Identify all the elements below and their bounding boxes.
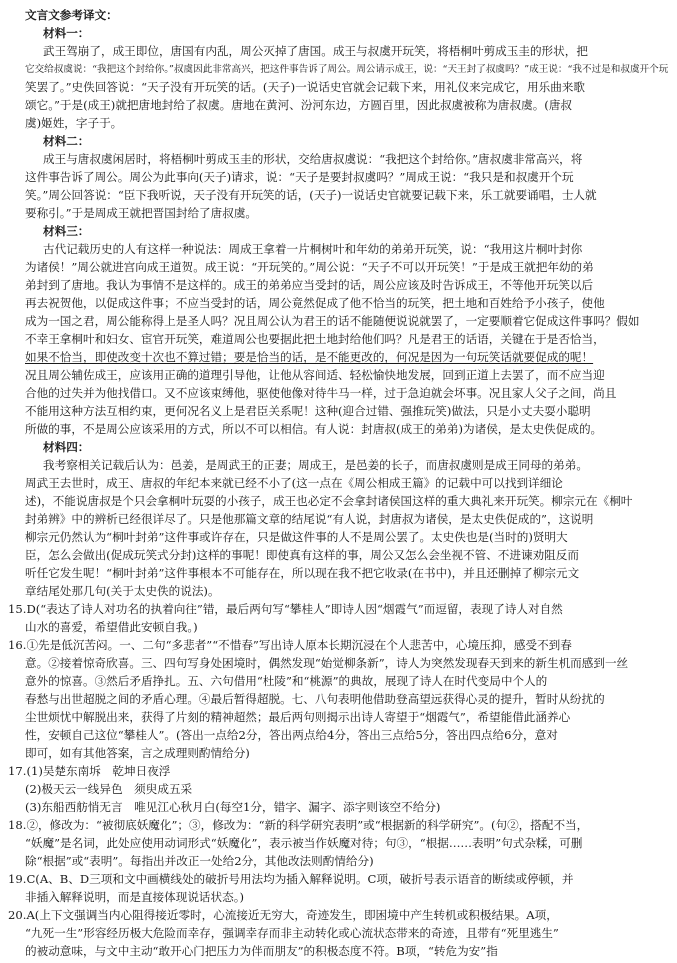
text-line: 笑罢了。”史佚回答说：“天子没有开玩笑的话。(天子)一说话史官就会记载下来，用礼仪来完成它，用乐曲来歌 bbox=[25, 80, 586, 94]
section-heading: 材料二： bbox=[43, 134, 90, 148]
text-line: 的被动意味，与文中主动“敢开心门把压力为伴而朋友”的积极态度不符。B项，“转危为安”指 bbox=[25, 944, 498, 958]
text-line: 非插入解释说明，而是直接体现说话状态。) bbox=[25, 890, 245, 904]
text-line: 封弟辨》中的辨析已经很详尽了。只是他那篇文章的结尾说“有人说，封唐叔为诸侯，是太史佚促成的”，这说明 bbox=[25, 512, 594, 526]
text-line: 成为一国之君，周公能称得上是圣人吗？况且周公认为君王的话不能随便说说就罢了，一定要顺着它促成这件事吗？假如 bbox=[25, 314, 640, 328]
text-line: 尘世烦忧中解脱出来，获得了片刻的精神超然；最后两句则揭示出诗人寄望于“烟霞气”，希望能借此涵养心 bbox=[25, 710, 571, 724]
text-line: 弟封到了唐地。我认为事情不是这样的。成王的弟弟应当受封的话，周公应该及时告诉成王，不等他开玩笑以后 bbox=[25, 278, 594, 292]
text-line: 要称引。”于是周成王就把晋国封给了唐叔虞。 bbox=[25, 206, 258, 220]
section-heading: 材料三： bbox=[43, 224, 90, 238]
text-line: (3)东船西舫悄无言 唯见江心秋月白(每空1分，错字、漏字、添字则该空不给分) bbox=[25, 800, 441, 814]
text-line: 况且周公辅佐成王，应该用正确的道理引导他，让他从容间适、轻松愉快地发展，回到正道上去罢了，而不应当迎 bbox=[25, 368, 605, 382]
text-line: “妖魔”是名词，此处应使用动词形式“妖魔化”，表示被当作妖魔对待；句③，“根据……表明”句式杂糅，可删 bbox=[25, 836, 583, 850]
text-line: 15.D(“表达了诗人对功名的执着向往”错，最后两句写“攀桂人”即诗人因“烟霞气”而逗留，表现了诗人对自然 bbox=[8, 602, 563, 616]
text-line: 述)，不能说唐叔是个只会拿桐叶玩耍的小孩子，成王也必定不会拿封诸侯国这样的重大典礼来开玩笑。柳宗元在《桐叶 bbox=[25, 494, 633, 508]
text-line: (2)极天云一线异色 须臾成五采 bbox=[25, 782, 193, 796]
text-line: 古代记载历史的人有这样一种说法：周成王拿着一片桐树叶和年幼的弟弟开玩笑，说：“我用这片桐叶封你 bbox=[43, 242, 583, 256]
text-line: 柳宗元仍然认为“桐叶封弟”这件事或许存在，只是做这件事的人不是周公罢了。太史佚也是(当时的)贤明大 bbox=[25, 530, 568, 544]
text-line: 性，安顿自己这位“攀桂人”。(答出一点给2分，答出两点给4分，答出三点给5分，答出四点给6分，意对 bbox=[25, 728, 558, 742]
text-line: 除“根据”或“表明”。每指出并改正一处给2分，其他改法则酌情给分) bbox=[25, 854, 374, 868]
text-line: 我考察相关记载后认为：邑姜，是周武王的正妻；周成王，是邑姜的长子，而唐叔虞则是成王同母的弟弟。 bbox=[43, 458, 588, 472]
text-line: 不幸王拿桐叶和妇女、宦官开玩笑，难道周公也要据此把土地封给他们吗？凡是君王的话语，关键在于是否恰当， bbox=[25, 332, 605, 346]
text-line: 意外的惊喜。③然后矛盾挣扎。五、六句借用“杜陵”和“桃源”的典故，展现了诗人在时代变局中个人的 bbox=[25, 674, 548, 688]
section-heading: 材料一： bbox=[43, 26, 90, 40]
section-heading: 材料四： bbox=[43, 440, 90, 454]
text-line: 18.②，修改为：“被彻底妖魔化”；③，修改为：“新的科学研究表明”或“根据新的科学研究”。(句②，搭配不当， bbox=[8, 818, 589, 832]
section-heading: 文言文参考译文： bbox=[25, 8, 118, 22]
text-line: 笑。”周公回答说：“臣下我听说，天子没有开玩笑的话，(天子)一说话史官就要记载下来，乐工就要诵唱，士人就 bbox=[25, 188, 597, 202]
text-line: 听任它发生呢！“桐叶封弟”这件事根本不可能存在，所以现在我不把它收录(在书中)，并且还删掉了柳宗元文 bbox=[25, 566, 580, 580]
text-line: 虞)姬姓，字子于。 bbox=[25, 116, 123, 130]
text-line: 周武王去世时，成王、唐叔的年纪本来就已经不小了(这一点在《周公相成王篇》的记载中可以找到详细论 bbox=[25, 476, 563, 490]
text-line: 不能用这种方法互相约束，更何况名义上是君臣关系呢！这种(迎合过错、强推玩笑)做法，只是小丈夫耍小聪明 bbox=[25, 404, 591, 418]
text-line: 20.A(上下文强调当内心阻得接近零时，心流接近无穷大，奇迹发生，即困境中产生转机或积极结果。A项， bbox=[8, 908, 558, 922]
text-line: 即可，如有其他答案，言之成理则酌情给分) bbox=[25, 746, 250, 760]
text-line: 合他的过失并为他找借口。又不应该束缚他，驱使他像对待牛马一样，过于急迫就会坏事。况且家人父子之间，尚且 bbox=[25, 386, 617, 400]
text-line: 这件事告诉了周公。周公为此事向(天子)请求，说：“天子是要封叔虞吗？”周成王说：“我只是和叔虞开个玩 bbox=[25, 170, 574, 184]
text-line: 如果不恰当，即使改变十次也不算过错；要是恰当的话，是不能更改的，何况是因为一句玩笑话就要促成的呢！ bbox=[25, 350, 594, 364]
text-line: “九死一生”形容经历极大危险而幸存，强调幸存而非主动转化或心流状态带来的奇迹，且带有“死里逃生” bbox=[25, 926, 559, 940]
text-line: 19.C(A、B、D三项和文中画横线处的破折号用法均为插入解释说明。C项，破折号表示语音的断续或停顿，并 bbox=[8, 872, 574, 886]
text-line: 春愁与出世超脱之间的矛盾心理。④最后暂得超脱。七、八句表明他借助登高望远获得心灵的提升，暂时从纷扰的 bbox=[25, 692, 605, 706]
text-line: 它交给叔虞说：“我把这个封给你。”叔虞因此非常高兴，把这件事告诉了周公。周公请示成王，说：“天王封了叔虞吗？”成王说：“我不过是和叔虞开个玩 bbox=[25, 64, 669, 75]
text-line: 武王驾崩了，成王即位，唐国有内乱，周公灭掉了唐国。成王与叔虞开玩笑，将梧桐叶剪成玉圭的形状，把 bbox=[43, 44, 588, 58]
text-line: 再去祝贺他，以促成这件事；不应当受封的话，周公竟然促成了他不恰当的玩笑，把土地和百姓给予小孩子，使他 bbox=[25, 296, 605, 310]
text-line: 臣，怎么会做出(促成玩笑式分封)这样的事呢！即使真有这样的事，周公又怎么会坐视不管、不进谏劝阻反而 bbox=[25, 548, 579, 562]
text-line: 成王与唐叔虞闲居时，将梧桐叶剪成玉圭的形状，交给唐叔虞说：“我把这个封给你。”唐叔虞非常高兴，将 bbox=[43, 152, 583, 166]
text-line: 颂它。”于是(成王)就把唐地封给了叔虞。唐地在黄河、汾河东边，方圆百里，因此叔虞被称为唐叔虞。(唐叔 bbox=[25, 98, 573, 112]
text-line: 山水的喜爱，希望借此安顿自我。) bbox=[25, 620, 198, 634]
text-line: 为诸侯！”周公就进宫向成王道贺。成王说：“开玩笑的。”周公说：“天子不可以开玩笑！”于是成王就把年幼的弟 bbox=[25, 260, 594, 274]
text-line: 17.(1)吴楚东南坼 乾坤日夜浮 bbox=[8, 764, 171, 778]
text-line: 章结尾处那几句(关于太史佚的说法)。 bbox=[25, 584, 220, 598]
text-line: 意。②接着惊奇欣喜。三、四句写身处困境时，偶然发现“始觉柳条新”，诗人为突然发现春天到来的新生机而感到一丝 bbox=[25, 656, 629, 670]
text-line: 16.①先是低沉苦闷。一、二句“多悲者”“不惜春”写出诗人原本长期沉浸在个人悲苦中，心境压抑，感受不到春 bbox=[8, 638, 572, 652]
text-line: 所做的事，不是周公应该采用的方式，所以不可以相信。有人说：封唐叔(成王的弟弟)为诸侯，是太史佚促成的。 bbox=[25, 422, 603, 436]
